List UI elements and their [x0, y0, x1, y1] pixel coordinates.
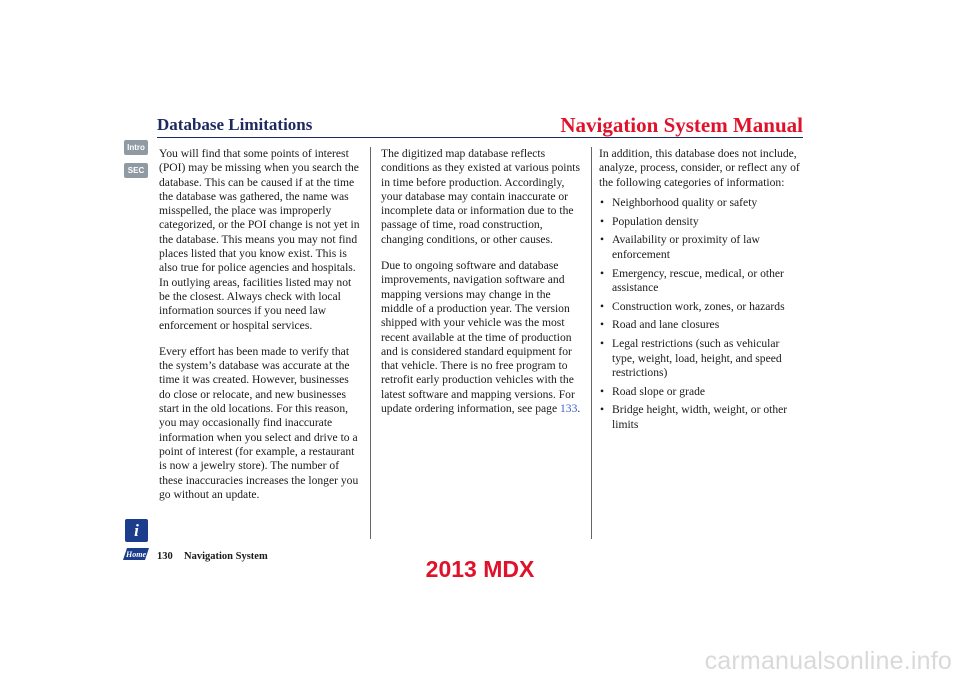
list-item: • Bridge height, width, weight, or other limits — [599, 403, 805, 432]
column-divider — [370, 147, 371, 539]
paragraph-map-database: The digitized map database reflects conditions as they existed at various points in time before production. Accordingly, your database may contain inaccurate or incomplete data or information due to the passage of time, road construction, changing conditions, or other causes. — [381, 147, 580, 246]
page-link[interactable]: 133 — [560, 402, 578, 416]
home-icon-label: Home — [126, 550, 146, 559]
column-1 — [159, 147, 361, 514]
paragraph-software-updates — [381, 259, 583, 416]
manual-title: Navigation System Manual — [560, 113, 803, 137]
footer-label: Navigation System — [184, 551, 268, 562]
list-item: • Population density — [599, 215, 805, 229]
paragraph-text: Due to ongoing software and database improvements, navigation software and mapping versions may change in the middle of a production year. The version shipped with your vehicle was the most recent available at the time of production and is considered standard equipment for that vehicle. There is no free program to retrofit early production vehicles with the latest software and mapping versions. For update ordering information, see page — [381, 259, 575, 416]
info-icon[interactable] — [125, 519, 148, 542]
list-item: • Emergency, rescue, medical, or other assistance — [599, 267, 805, 296]
header-rule — [157, 137, 803, 138]
paragraph-excluded-categories: In addition, this database does not include, analyze, process, consider, or reflect any of the following categories of information: — [599, 147, 800, 189]
list-item: • Road slope or grade — [599, 385, 805, 399]
paragraph-database-accuracy: Every effort has been made to verify that the system’s database was accurate at the time it was created. However, businesses do close or relocate, and new businesses start in the old locations. For this reason, you may occasionally find inaccurate information when you select and drive to a point of interest (for example, a restaurant is now a jewelry store). The number of these inaccuracies increases the longer you go without an update. — [159, 344, 359, 501]
list-item: • Construction work, zones, or hazards — [599, 300, 805, 314]
intro-tab[interactable]: Intro — [124, 140, 148, 155]
model-watermark: 2013 MDX — [425, 556, 535, 582]
list-item: • Availability or proximity of law enforcement — [599, 233, 805, 262]
list-item: • Neighborhood quality or safety — [599, 196, 805, 210]
paragraph-missing-poi: You will find that some points of interest (POI) may be missing when you search the database. This can be caused if at the time the database was gathered, the name was misspelled, the place was improperly categorized, or the POI change is not yet in the database. This means you may not find places listed that you know exist. This is also true for police agencies and hospitals. In outlying areas, facilities listed may not be the closest. Always check with local information sources if you need law enforcement or hospital services. — [159, 147, 360, 332]
site-watermark: carmanualsonline.info — [704, 647, 952, 675]
list-item: • Road and lane closures — [599, 318, 805, 332]
paragraph-end: . — [577, 402, 581, 416]
list-item: • Legal restrictions (such as vehicular type, weight, load, height, and speed restrictions) — [599, 337, 805, 380]
page-number: 130 — [157, 551, 173, 562]
column-divider — [591, 147, 592, 539]
excluded-categories-list — [599, 196, 805, 432]
column-2 — [381, 147, 583, 428]
section-title: Database Limitations — [157, 115, 313, 134]
column-3 — [599, 147, 805, 437]
info-glyph: i — [134, 521, 139, 540]
sec-tab[interactable]: SEC — [124, 163, 148, 178]
